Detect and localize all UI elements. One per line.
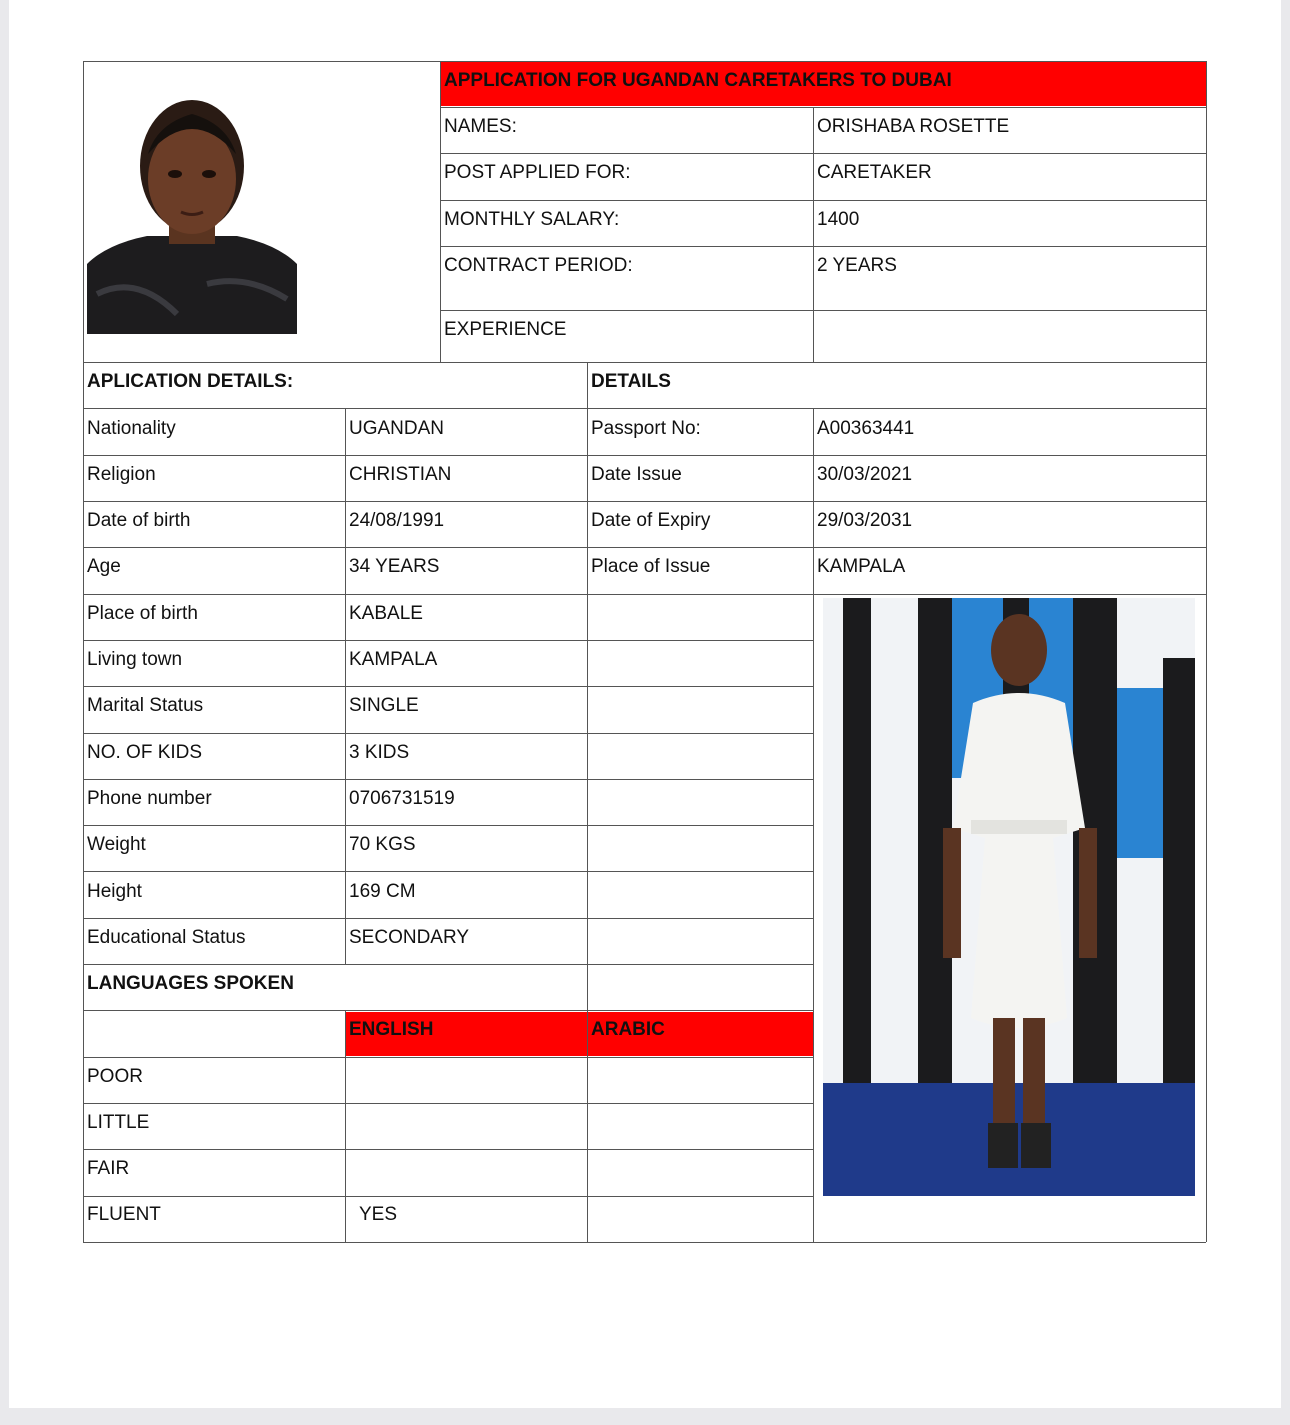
table-rule (83, 1242, 1206, 1243)
table-rule (83, 1149, 813, 1150)
details-value: 30/03/2021 (817, 464, 913, 485)
table-rule (440, 246, 1206, 247)
table-rule (83, 779, 813, 780)
passport-photo (87, 84, 297, 334)
english-column-header: ENGLISH (349, 1019, 434, 1040)
application-value: SECONDARY (349, 927, 470, 948)
document-page (9, 0, 1281, 1408)
table-rule (83, 686, 813, 687)
table-rule (440, 153, 1206, 154)
names-value: ORISHABA ROSETTE (817, 116, 1010, 137)
contract-label: CONTRACT PERIOD: (444, 255, 633, 276)
application-label: Phone number (87, 788, 212, 809)
application-label: Nationality (87, 418, 176, 439)
application-value: SINGLE (349, 695, 419, 716)
application-label: Marital Status (87, 695, 204, 716)
details-value: A00363441 (817, 418, 915, 439)
language-level-label: FAIR (87, 1158, 130, 1179)
arabic-column-header: ARABIC (591, 1019, 665, 1040)
application-label: Weight (87, 834, 146, 855)
languages-heading: LANGUAGES SPOKEN (87, 973, 294, 994)
post-value: CARETAKER (817, 162, 932, 183)
language-level-label: POOR (87, 1066, 143, 1087)
table-rule (440, 61, 441, 362)
application-value: KABALE (349, 603, 423, 624)
details-label: Passport No: (591, 418, 701, 439)
contract-value: 2 YEARS (817, 255, 897, 276)
application-label: Living town (87, 649, 183, 670)
table-rule (813, 408, 814, 1242)
details-label: Date of Expiry (591, 510, 711, 531)
table-rule (345, 408, 346, 964)
details-value: 29/03/2031 (817, 510, 913, 531)
names-label: NAMES: (444, 116, 517, 137)
details-label: Date Issue (591, 464, 682, 485)
table-rule (440, 200, 1206, 201)
application-value: UGANDAN (349, 418, 445, 439)
table-rule (83, 825, 813, 826)
application-value: 24/08/1991 (349, 510, 445, 531)
english-level-value: YES (359, 1204, 398, 1225)
language-level-label: FLUENT (87, 1204, 161, 1225)
application-label: Place of birth (87, 603, 198, 624)
table-rule (813, 107, 814, 362)
application-label: Height (87, 881, 142, 902)
language-level-label: LITTLE (87, 1112, 150, 1133)
application-value: 169 CM (349, 881, 416, 902)
salary-value: 1400 (817, 209, 860, 230)
table-rule (83, 408, 1206, 409)
experience-label: EXPERIENCE (444, 319, 567, 340)
table-rule (83, 1196, 813, 1197)
application-value: 34 YEARS (349, 556, 440, 577)
table-rule (83, 1103, 813, 1104)
table-rule (83, 871, 813, 872)
table-rule (83, 61, 84, 1242)
details-label: Place of Issue (591, 556, 711, 577)
table-rule (440, 107, 1206, 108)
application-label: Date of birth (87, 510, 191, 531)
table-rule (83, 640, 813, 641)
details-value: KAMPALA (817, 556, 906, 577)
post-label: POST APPLIED FOR: (444, 162, 631, 183)
table-rule (83, 918, 813, 919)
table-rule (83, 594, 1206, 595)
table-rule (83, 455, 1206, 456)
application-value: 3 KIDS (349, 742, 410, 763)
application-label: NO. OF KIDS (87, 742, 203, 763)
table-rule (83, 733, 813, 734)
table-rule (440, 310, 1206, 311)
application-value: 0706731519 (349, 788, 455, 809)
application-label: Age (87, 556, 121, 577)
application-value: 70 KGS (349, 834, 416, 855)
details-heading: DETAILS (591, 371, 671, 392)
salary-label: MONTHLY SALARY: (444, 209, 620, 230)
form-title: APPLICATION FOR UGANDAN CARETAKERS TO DUBAI (444, 70, 952, 91)
application-value: CHRISTIAN (349, 464, 452, 485)
table-rule (83, 362, 1206, 363)
table-rule (587, 362, 588, 1242)
application-value: KAMPALA (349, 649, 438, 670)
application-label: Educational Status (87, 927, 246, 948)
table-rule (83, 1057, 813, 1058)
full-body-photo (823, 598, 1195, 1196)
table-rule (83, 501, 1206, 502)
table-rule (1206, 61, 1207, 1242)
table-rule (83, 1010, 813, 1011)
application-heading: APLICATION DETAILS: (87, 371, 294, 392)
table-rule (83, 547, 1206, 548)
application-label: Religion (87, 464, 156, 485)
table-rule (83, 964, 813, 965)
